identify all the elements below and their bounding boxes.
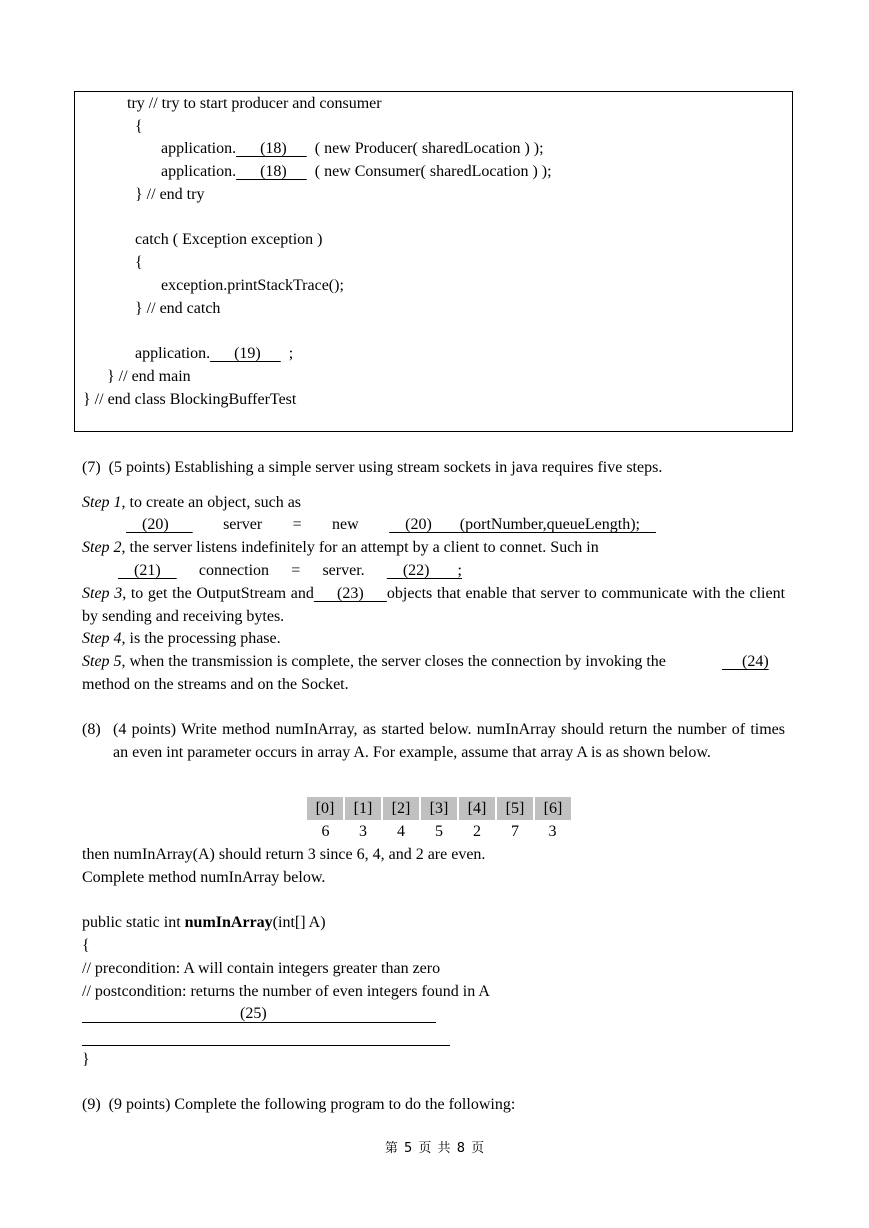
blank-23: (23): [313, 585, 387, 602]
array-index: [3]: [420, 797, 458, 820]
q7-step5-blank: [722, 652, 769, 672]
q8-number: (8): [82, 721, 101, 738]
q7-intro: (7) (5 points) Establishing a simple server using stream sockets in java requires five steps.: [82, 459, 663, 476]
q8-precondition: // precondition: A will contain integers greater than zero: [82, 960, 441, 977]
q7-step5: Step 5, when the transmission is complete, the server closes the connection by invoking the: [82, 653, 670, 670]
code-line-open-brace: {: [135, 118, 143, 135]
answer-line-1: [82, 1022, 436, 1023]
blank-20b: (20) (portNumber,queueLength);: [389, 516, 656, 533]
code-line-open-brace-2: {: [135, 254, 143, 271]
array-value: 4: [397, 822, 405, 840]
q7-step2: Step 2, the server listens indefinitely for an attempt by a client to connet. Such in: [82, 539, 599, 556]
blank-22: (22) ;: [386, 562, 462, 579]
array-value: 3: [359, 822, 367, 840]
q8-after-2: Complete method numInArray below.: [82, 869, 326, 886]
q8-intro: (4 points) Write method numInArray, as started below. numInArray should return the number of times an even int parameter occurs in array A. For example, assume that array A is as shown below.: [113, 721, 785, 761]
array-index: [5]: [496, 797, 534, 820]
array-index-row: [307, 797, 571, 820]
blank-18b: (18): [236, 163, 307, 180]
array-index: [4]: [458, 797, 496, 820]
array-index: [0]: [307, 797, 344, 820]
blank-25-label: (25): [240, 1005, 267, 1022]
q8-signature: public static int numInArray(int[] A): [82, 914, 326, 931]
code-line-consumer: application. (18) ( new Consumer( sharedLocation ) );: [161, 163, 552, 180]
q8-close-brace: }: [82, 1051, 90, 1068]
q7-step4: Step 4, is the processing phase.: [82, 630, 281, 647]
q7-step1-code: (20) server = new (20) (portNumber,queueLength);: [126, 516, 656, 533]
q7-step1: Step 1, to create an object, such as: [82, 494, 302, 511]
blank-21: (21): [118, 562, 177, 579]
page-footer: 第 5 页 共 8 页: [384, 1141, 485, 1156]
array-value: 3: [548, 822, 557, 840]
array-index: [1]: [344, 797, 382, 820]
code-line-print-stack: exception.printStackTrace();: [161, 277, 344, 294]
code-line-end-catch: } // end catch: [135, 300, 221, 317]
q8-postcondition: // postcondition: returns the number of even integers found in A: [82, 983, 490, 1000]
code-line-end-try: } // end try: [135, 186, 205, 203]
q7-step3: Step 3, to get the OutputStream and (23) objects that enable that server to communicate with the client by sending and receiving bytes.: [82, 585, 786, 625]
q8-after-1: then numInArray(A) should return 3 since 6, 4, and 2 are even.: [82, 846, 486, 863]
code-line-end-class: } // end class BlockingBufferTest: [83, 391, 297, 408]
answer-line-2: [82, 1045, 450, 1046]
array-index: [2]: [382, 797, 420, 820]
array-index: [6]: [534, 797, 571, 820]
q7-step2-code: (21) connection = server. (22) ;: [118, 562, 462, 579]
array-value: 7: [511, 822, 519, 840]
code-line-try: try // try to start producer and consumer: [127, 95, 382, 112]
blank-18a: (18): [236, 140, 307, 157]
array-value: 6: [321, 822, 330, 840]
blank-19: (19): [210, 345, 281, 362]
code-line-end-main: } // end main: [107, 368, 191, 385]
blank-20a: (20): [126, 516, 193, 533]
array-table: [307, 797, 571, 843]
blank-24: (24): [722, 653, 769, 670]
q7-step5-cont: method on the streams and on the Socket.: [82, 676, 349, 693]
array-value: 5: [435, 822, 443, 840]
code-line-catch: catch ( Exception exception ): [135, 231, 323, 248]
code-line-application: application. (19) ;: [135, 345, 294, 362]
q8-open-brace: {: [82, 937, 90, 954]
code-line-producer: application. (18) ( new Producer( sharedLocation ) );: [161, 140, 544, 157]
array-value: 2: [473, 822, 481, 840]
array-value-row: [307, 820, 571, 843]
q9-intro: (9) (9 points) Complete the following program to do the following:: [82, 1096, 516, 1113]
